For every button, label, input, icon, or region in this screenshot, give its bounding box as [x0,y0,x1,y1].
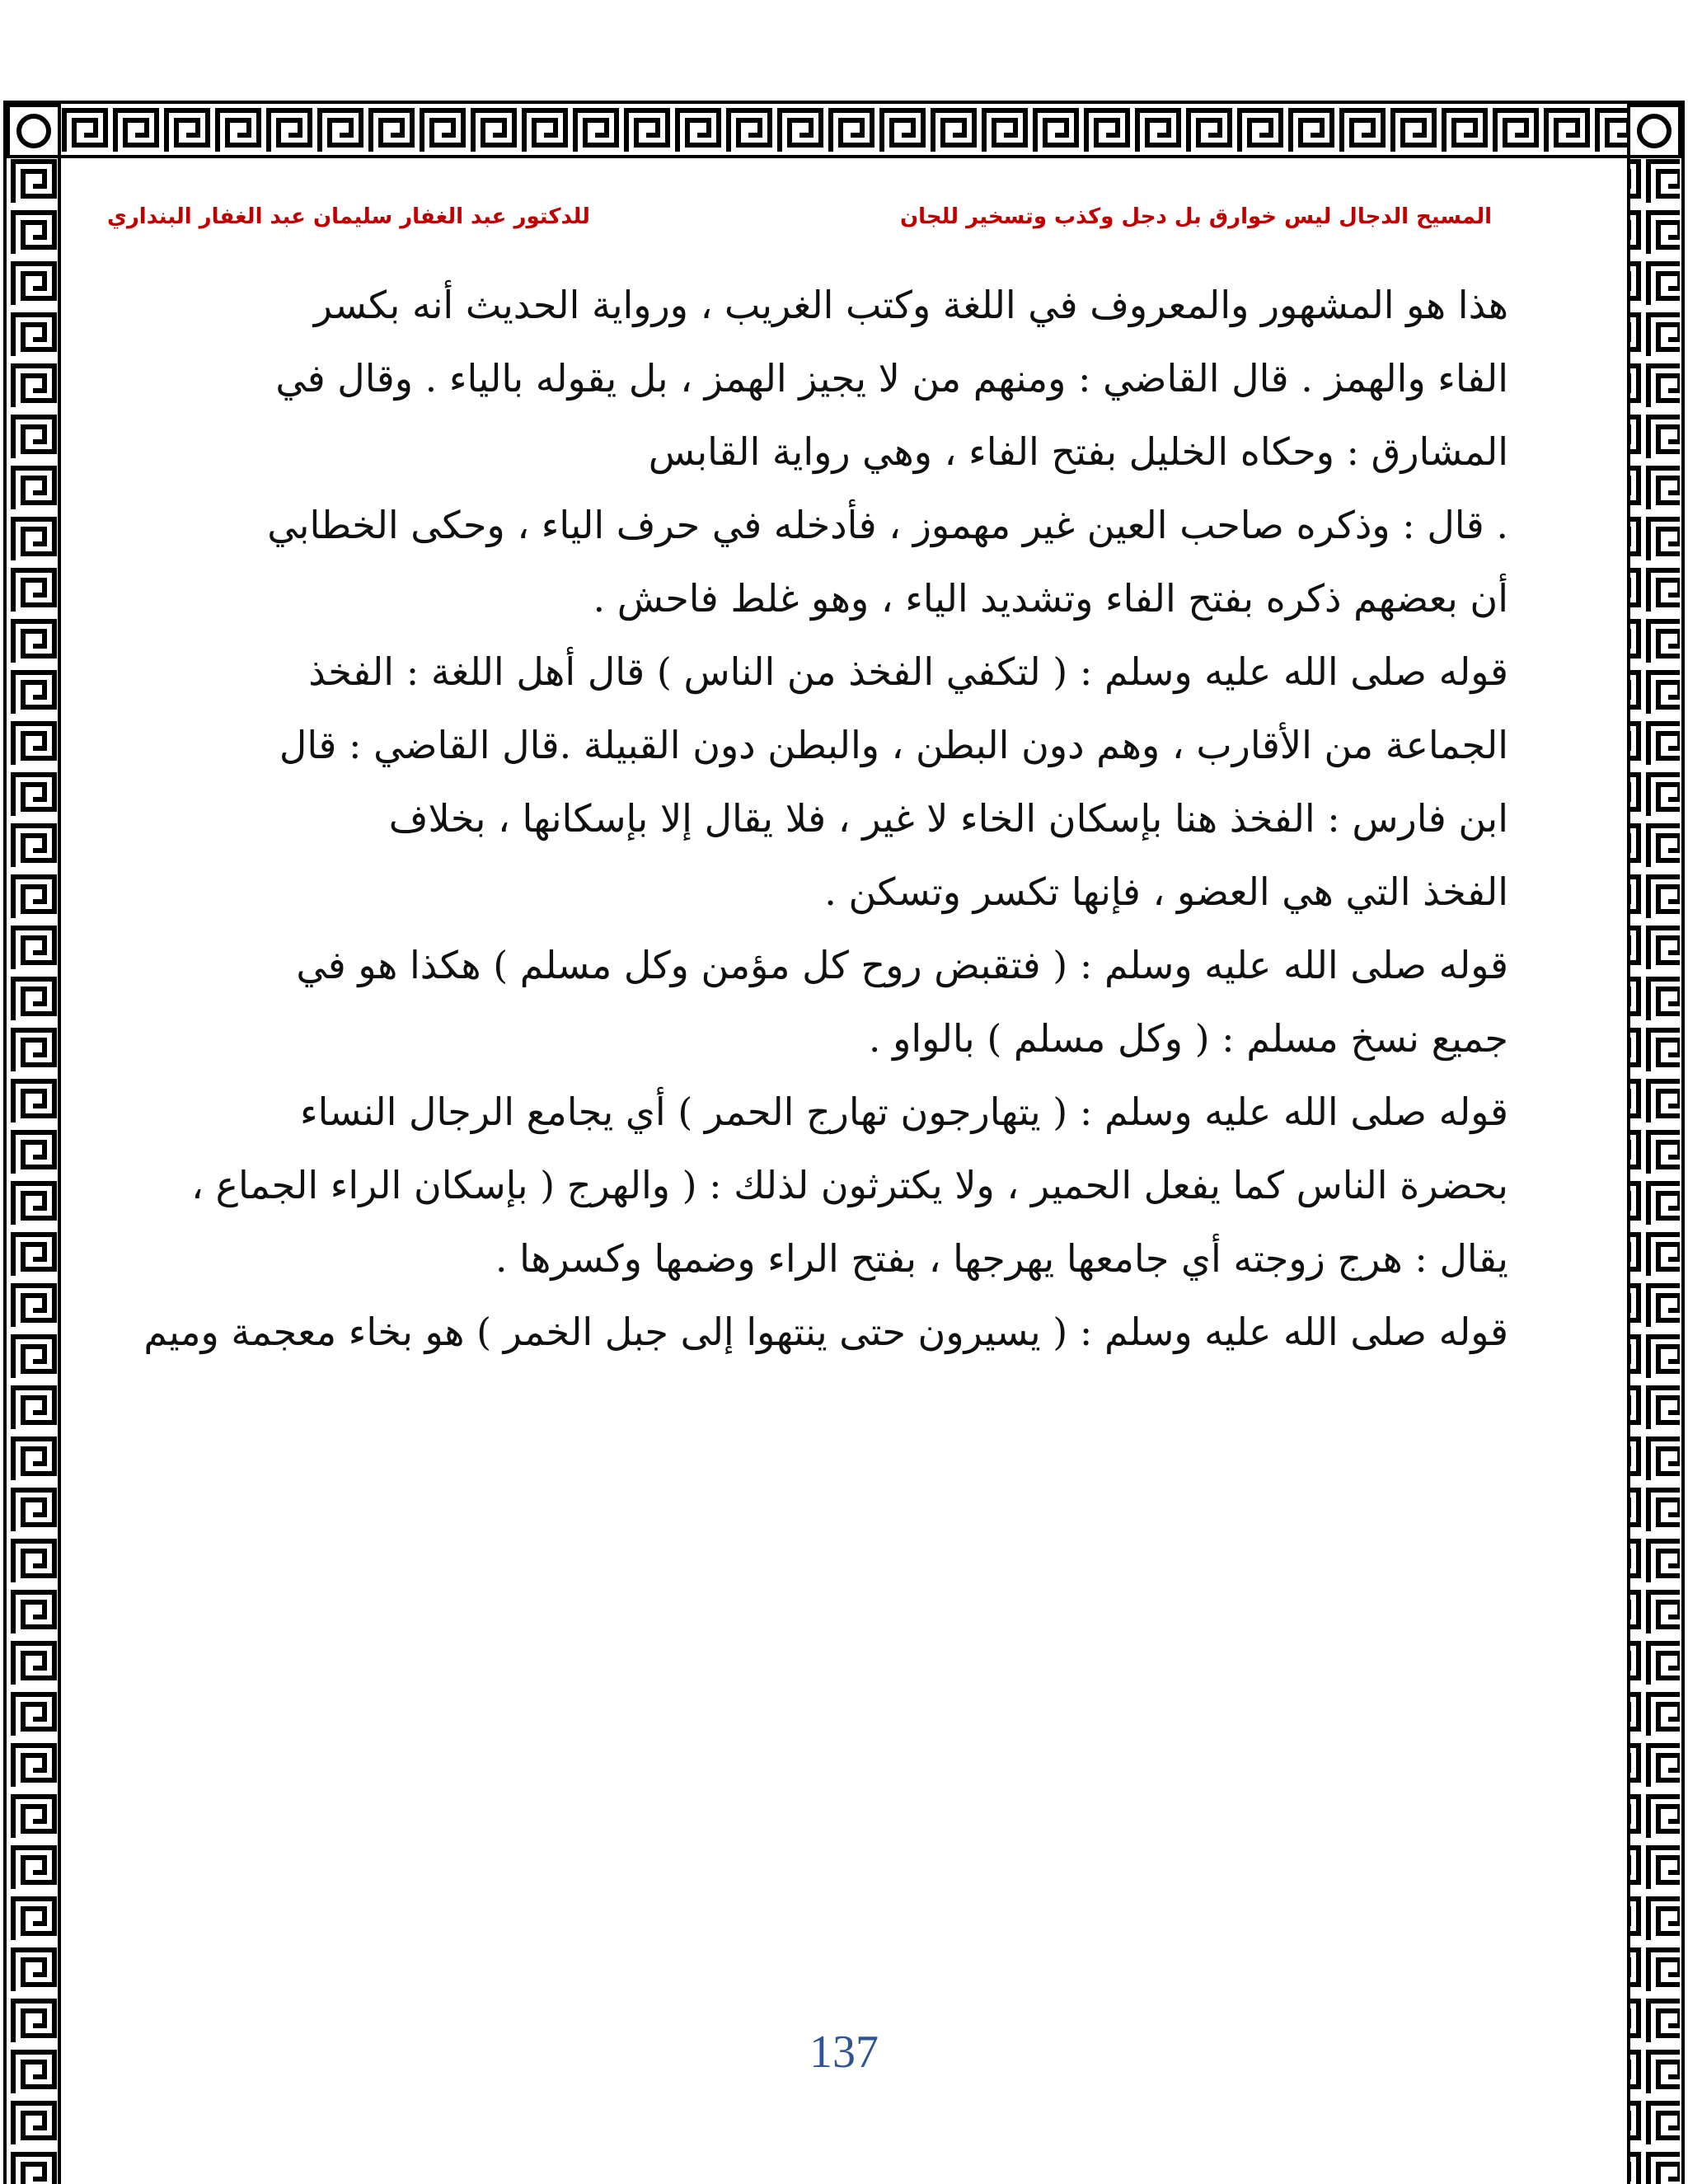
text-line: قوله صلى الله عليه وسلم : ( لتكفي الفخذ من الناس ) قال أهل اللغة : الفخذ [308,649,1508,694]
book-title: المسيح الدجال ليس خوارق بل دجل وكذب وتسخير للجان [899,204,1492,229]
running-header [107,204,1492,241]
text-line: ابن فارس : الفخذ هنا بإسكان الخاء لا غير ، فلا يقال إلا بإسكانها ، بخلاف [388,796,1508,841]
page-number: 137 [809,2027,879,2078]
text-line: بحضرة الناس كما يفعل الحمير ، ولا يكترثون لذلك : ( والهرج ( بإسكان الراء الجماع ، [191,1163,1508,1207]
text-line: يقال : هرج زوجته أي جامعها يهرجها ، بفتح الراء وضمها وكسرها . [495,1236,1508,1281]
text-line: قوله صلى الله عليه وسلم : ( يسيرون حتى ينتهوا إلى جبل الخمر ) هو بخاء معجمة وميم [143,1310,1508,1354]
author-name: للدكتور عبد الغفار سليمان عبد الغفار البنداري [107,204,590,229]
text-line: . قال : وذكره صاحب العين غير مهموز ، فأدخله في حرف الياء ، وحكى الخطابي [267,503,1508,547]
body-text [115,269,1508,1369]
text-line: الفخذ التي هي العضو ، فإنها تكسر وتسكن . [824,869,1508,914]
text-line: المشارق : وحكاه الخليل بفتح الفاء ، وهي رواية القابس [648,429,1508,474]
text-line: أن بعضهم ذكره بفتح الفاء وتشديد الياء ، وهو غلط فاحش . [593,576,1508,621]
text-line: جميع نسخ مسلم : ( وكل مسلم ) بالواو . [868,1016,1508,1061]
text-line: قوله صلى الله عليه وسلم : ( فتقبض روح كل مؤمن وكل مسلم ) هكذا هو في [296,943,1508,987]
text-line: هذا هو المشهور والمعروف في اللغة وكتب الغريب ، ورواية الحديث أنه بكسر [313,283,1508,327]
text-line: قوله صلى الله عليه وسلم : ( يتهارجون تهارج الحمر ) أي يجامع الرجال النساء [300,1090,1508,1134]
text-line: الجماعة من الأقارب ، وهم دون البطن ، والبطن دون القبيلة .قال القاضي : قال [279,723,1508,767]
text-line: الفاء والهمز . قال القاضي : ومنهم من لا يجيز الهمز ، بل يقوله بالياء . وقال في [275,356,1508,401]
